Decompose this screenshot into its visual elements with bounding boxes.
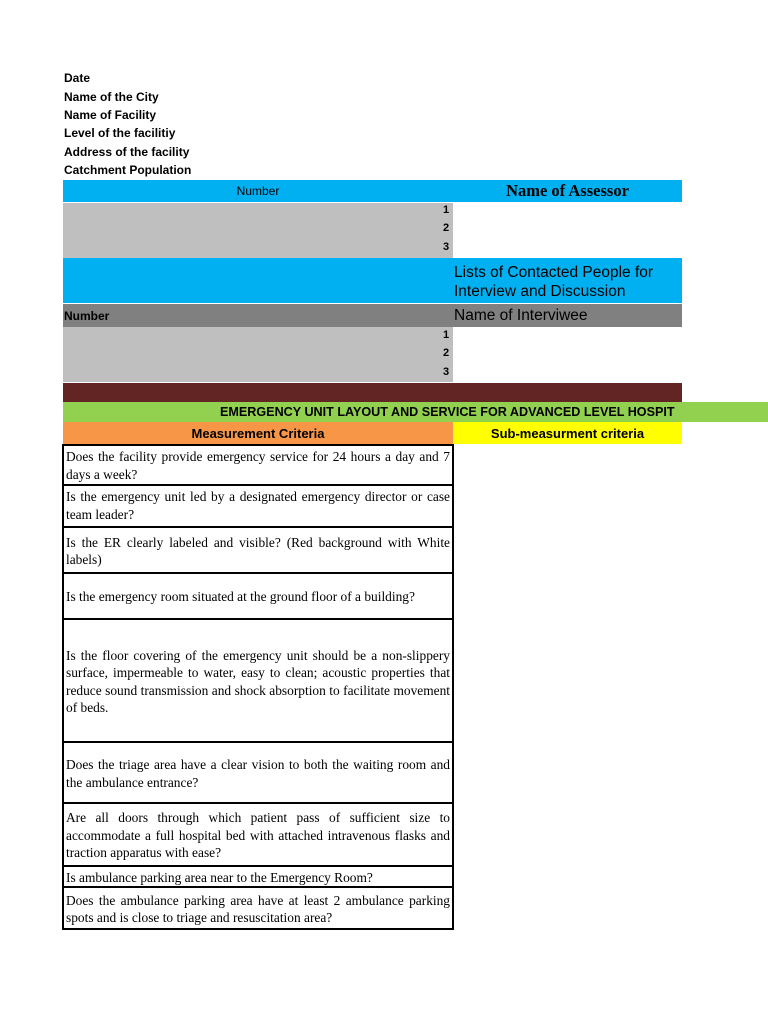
contact-number-cells [63, 327, 453, 382]
section-title-bar [63, 402, 768, 422]
question-text: Is the ER clearly labeled and visible? (Red background with White labels) [66, 534, 450, 567]
question-text: Is the emergency room situated at the ground floor of a building? [66, 589, 415, 605]
question-cell [62, 867, 454, 888]
question-cell [62, 620, 454, 743]
question-text: Is the emergency unit led by a designated emergency director or case team leader? [66, 489, 450, 522]
facility-name-label: Name of Facility [64, 108, 157, 122]
question-cell [62, 486, 454, 528]
question-text: Is ambulance parking area near to the Emergency Room? [66, 869, 373, 885]
question-cell [62, 888, 454, 930]
question-text: Does the facility provide emergency service for 24 hours a day and 7 days a week? [66, 449, 450, 482]
sub-measurement-criteria-header: Sub-measurment criteria [453, 422, 682, 444]
contact-row-number: 1 [443, 329, 450, 341]
contacts-title: Lists of Contacted People for Interview and Discussion [454, 264, 654, 300]
assessor-row-number: 3 [443, 241, 450, 253]
section-separator [63, 383, 682, 402]
facility-address-label: Address of the facility [64, 145, 190, 159]
facility-level-label: Level of the facilitiy [64, 126, 176, 140]
assessor-row-number: 1 [443, 204, 450, 216]
date-label: Date [64, 71, 91, 85]
catchment-population-label: Catchment Population [64, 163, 192, 177]
city-name-label: Name of the City [64, 90, 159, 104]
question-cell [62, 574, 454, 620]
question-cell [62, 743, 454, 804]
assessor-row-number: 2 [443, 222, 450, 234]
assessor-number-header: Number [236, 184, 280, 198]
contacts-number-header: Number [64, 309, 110, 323]
contact-row-number: 3 [443, 366, 450, 378]
contact-row-number: 2 [443, 347, 450, 359]
section-title: EMERGENCY UNIT LAYOUT AND SERVICE FOR ADVANCED LEVEL HOSPIT [220, 405, 675, 419]
assessor-name-header: Name of Assessor [506, 181, 629, 200]
question-cell [62, 528, 454, 574]
contacts-title-row [63, 258, 682, 303]
question-text: Is the floor covering of the emergency unit should be a non-slippery surface, impermeable to water, easy to clean; acoustic properties that reduce sound transmission and shock absorption to facilitate movement of beds. [66, 647, 450, 715]
question-cell [62, 444, 454, 486]
assessor-header-row [63, 180, 682, 202]
question-text: Does the triage area have a clear vision to both the waiting room and the ambulance entrance? [66, 757, 450, 790]
question-text: Does the ambulance parking area have at least 2 ambulance parking spots and is close to triage and resuscitation area? [66, 892, 450, 925]
assessor-number-cells [63, 203, 453, 258]
question-cell [62, 804, 454, 867]
contacts-header-row [63, 304, 682, 327]
interviewee-name-header: Name of Interviwee [454, 307, 588, 324]
question-text: Are all doors through which patient pass of sufficient size to accommodate a full hospital bed with attached intravenous flasks and traction apparatus with ease? [66, 810, 450, 861]
measurement-criteria-header: Measurement Criteria [63, 422, 453, 444]
